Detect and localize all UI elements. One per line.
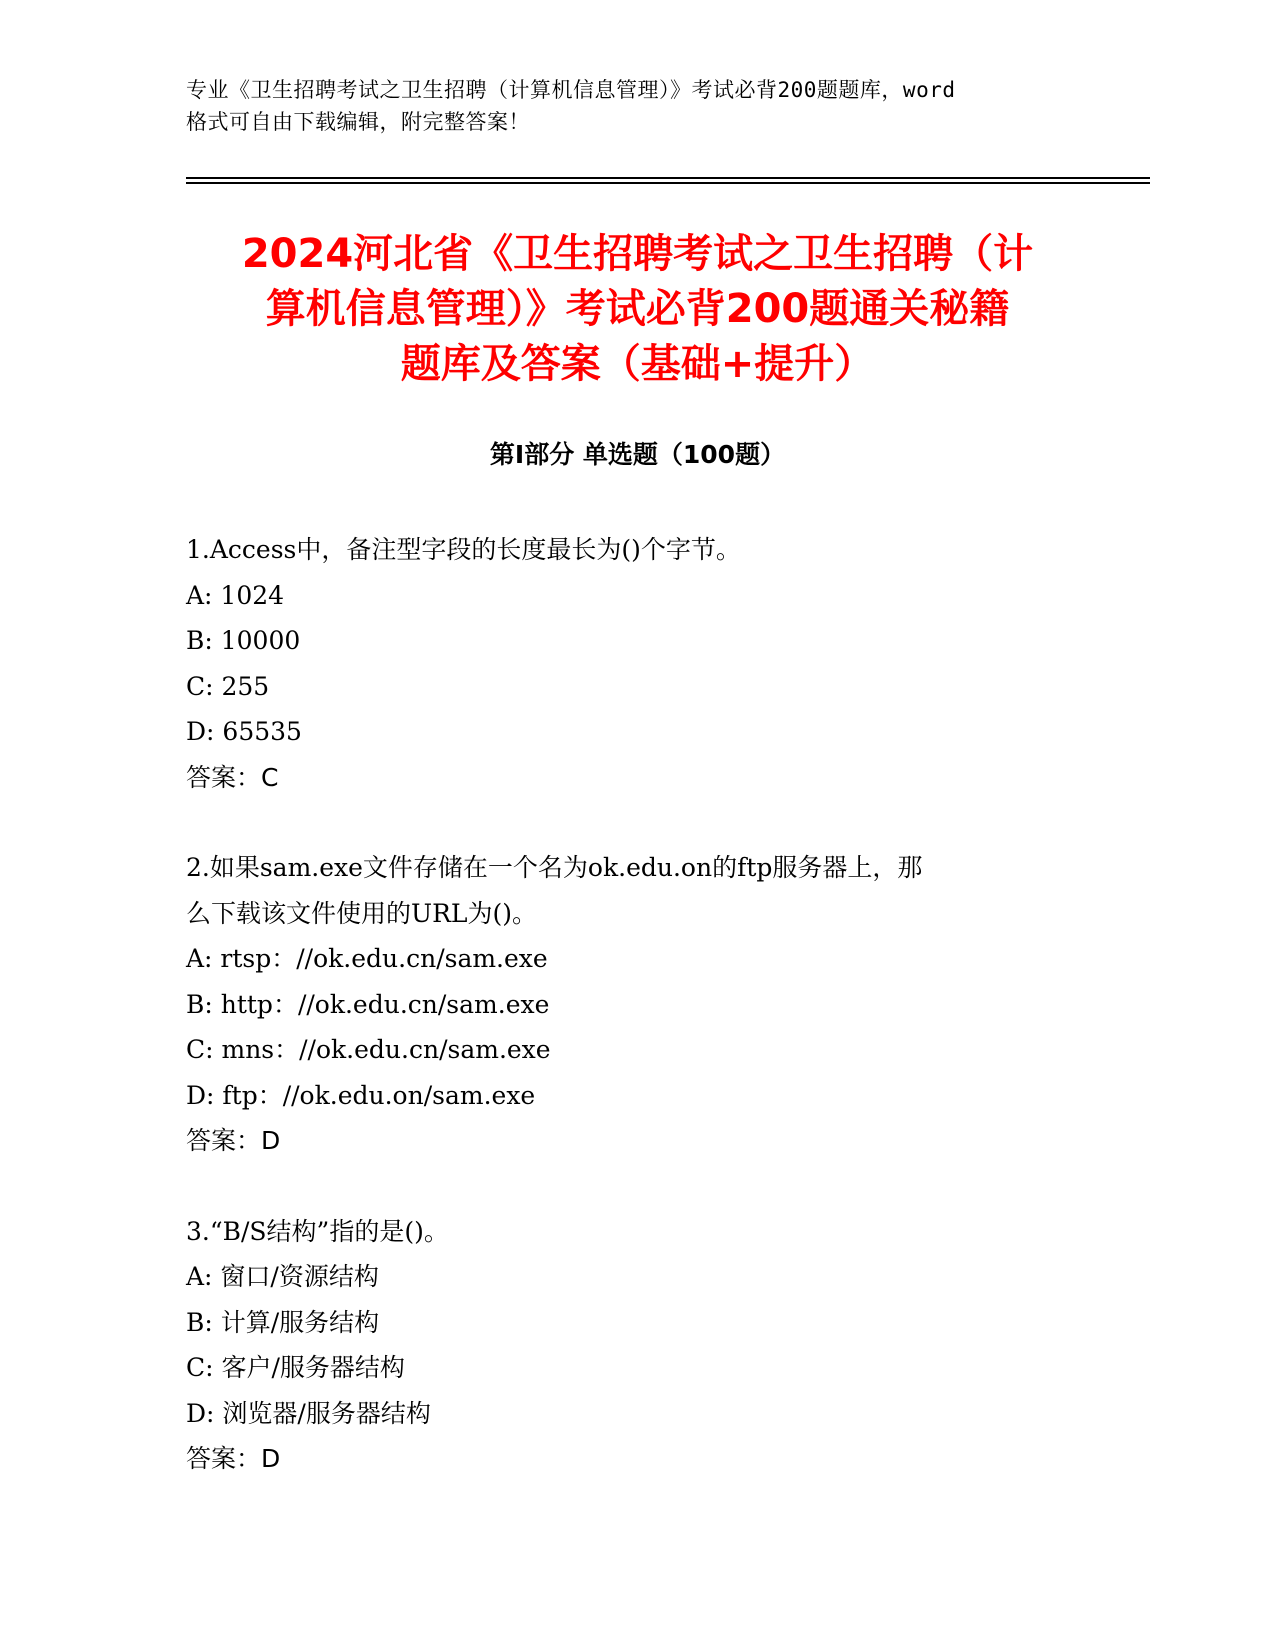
question-1 (186, 527, 1086, 800)
option-c: C: 客户/服务器结构 (186, 1353, 405, 1382)
option-d: D: 65535 (186, 717, 302, 746)
answer-line: 答案：D (186, 1444, 281, 1473)
document-title (150, 227, 1125, 392)
header-divider-bottom (186, 182, 1150, 184)
answer-line: 答案：D (186, 1126, 281, 1155)
header-note (186, 74, 1086, 138)
option-a: A: 窗口/资源结构 (186, 1262, 379, 1291)
header-divider-top (186, 177, 1150, 179)
option-a: A: 1024 (186, 580, 285, 610)
question-stem-line: 3.“B/S结构”指的是()。 (186, 1216, 449, 1246)
question-list (186, 527, 1086, 1527)
title-line-2: 算机信息管理）》考试必背200题通关秘籍 (265, 286, 1010, 332)
question-stem-line: 2.如果sam.exe文件存储在一个名为ok.edu.on的ftp服务器上，那 (186, 853, 923, 882)
question-2 (186, 845, 1086, 1164)
option-b: B: 计算/服务结构 (186, 1307, 380, 1337)
header-note-line-1: 专业《卫生招聘考试之卫生招聘（计算机信息管理）》考试必背200题题库，word (186, 78, 956, 102)
question-stem (186, 527, 1086, 573)
title-line-3: 题库及答案（基础+提升） (400, 341, 875, 387)
option-d: D: 浏览器/服务器结构 (186, 1398, 431, 1428)
title-line-1: 2024河北省《卫生招聘考试之卫生招聘（计 (241, 231, 1034, 277)
option-c: C: 255 (186, 671, 270, 701)
question-stem-line: 1.Access中，备注型字段的长度最长为()个字节。 (186, 535, 741, 564)
question-stem (186, 1209, 1086, 1255)
option-b: B: 10000 (186, 626, 301, 655)
question-stem-line: 么下载该文件使用的URL为()。 (186, 898, 538, 928)
header-note-line-2: 格式可自由下载编辑，附完整答案！ (186, 110, 530, 134)
option-d: D: ftp：//ok.edu.on/sam.exe (186, 1080, 536, 1110)
option-b: B: http：//ok.edu.cn/sam.exe (186, 989, 550, 1019)
section-heading: 第Ⅰ部分 单选题（100题） (489, 440, 786, 469)
option-c: C: mns：//ok.edu.cn/sam.exe (186, 1035, 551, 1064)
question-stem (186, 845, 1086, 936)
option-a: A: rtsp：//ok.edu.cn/sam.exe (186, 944, 548, 973)
question-3 (186, 1209, 1086, 1482)
answer-line: 答案：C (186, 762, 279, 792)
